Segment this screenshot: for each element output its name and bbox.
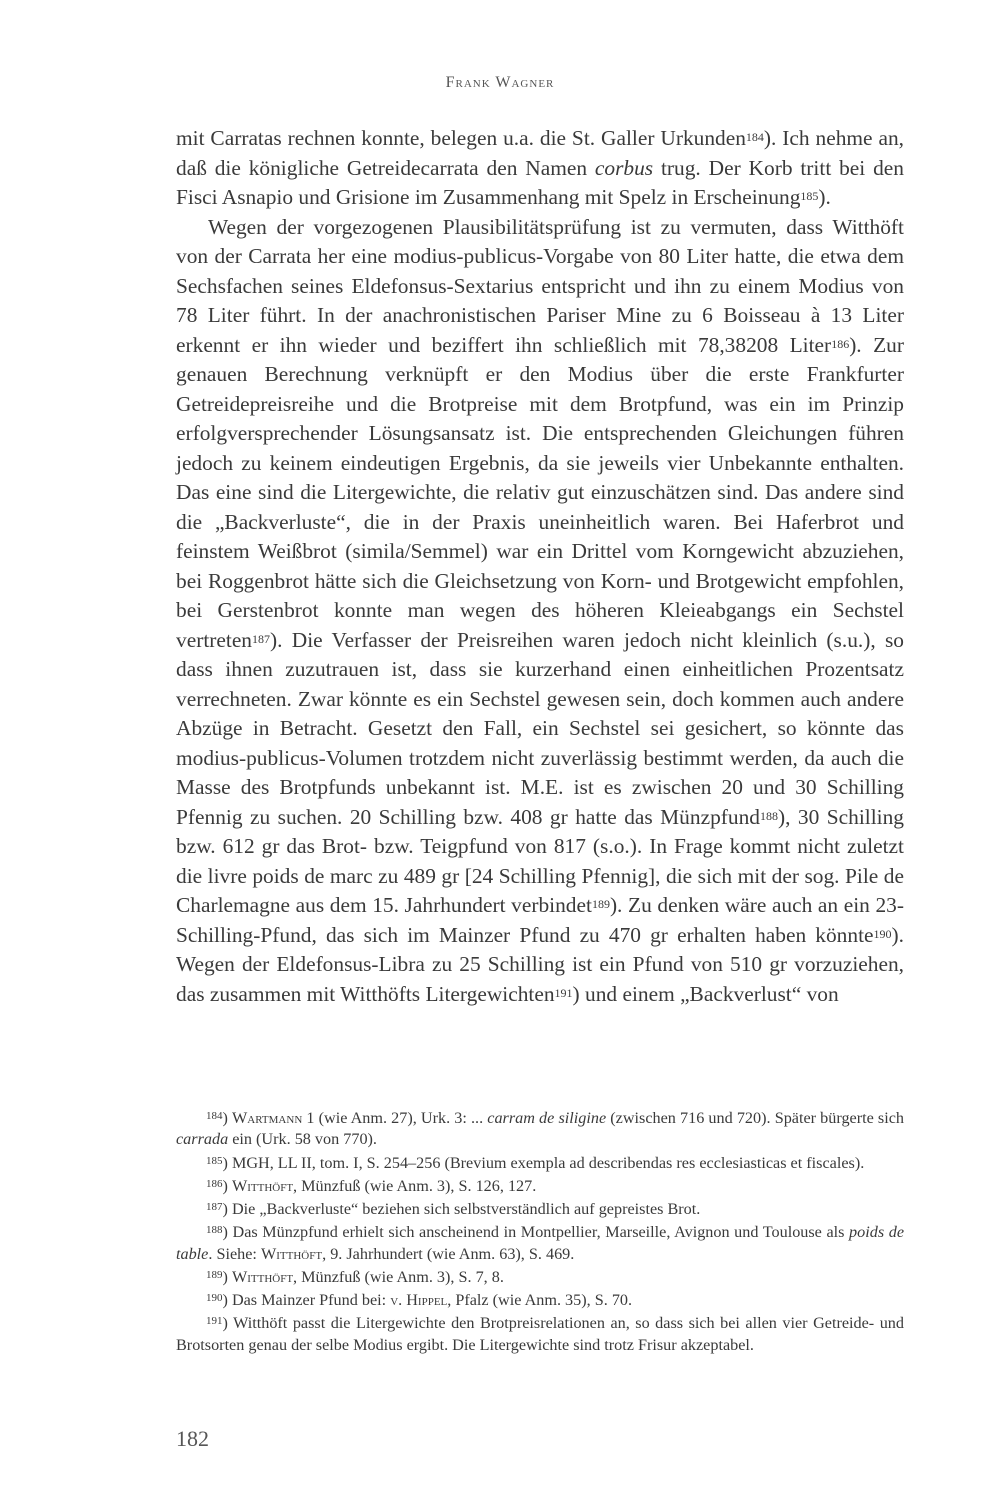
footnotes-section	[176, 1108, 904, 1358]
footnote-189: $^{189}$) Witthöft, Münzfuß (wie Anm. 3), S. 7, 8.	[206, 1267, 504, 1286]
author-name: v. Hippel	[390, 1291, 448, 1310]
footnote-ref-187[interactable]: 187	[252, 631, 271, 646]
footnote-text: 1 (wie Anm. 27), Urk. 3: ...	[302, 1109, 488, 1127]
footnote-text: , Pfalz (wie Anm. 35), S. 70.	[447, 1291, 633, 1310]
footnote-number: 191	[206, 1315, 223, 1328]
footnote-ref-190[interactable]: 190	[873, 926, 892, 941]
footnote-text: Witthöft passt die Litergewichte den Brotpreisrelationen an, so dass sich bei allen vier Getreide- und Brotsorten genau der selbe Modius ergibt. Die Litergewichte sind trotz Frisur akzeptabel.	[176, 1314, 904, 1354]
author-name: Wartmann	[232, 1109, 303, 1127]
footnote-ref-186[interactable]: 186	[831, 336, 850, 351]
footnote-184: $^{184}$) Wartmann 1 (wie Anm. 27), Urk. 3: ... carram de siligine (zwischen 716 und 720). Später bürgerte sich carrada ein (Urk. 58 von 770).	[176, 1109, 905, 1149]
footnote-ref-184[interactable]: 184	[745, 130, 764, 144]
footnote-190: $^{190}$) Das Mainzer Pfund bei: v. Hippel, Pfalz (wie Anm. 35), S. 70.	[206, 1291, 633, 1310]
italic-term: poids de table	[176, 1223, 905, 1263]
italic-term: carram de siligine	[487, 1109, 607, 1127]
main-text	[176, 124, 904, 1009]
paragraph-1	[176, 124, 904, 213]
footnote-number: 190	[206, 1292, 223, 1305]
footnote-text: ein (Urk. 58 von 770).	[228, 1130, 377, 1149]
text-segment: ). Zu denken wäre auch an ein 23-Schilling-Pfund, das sich im Mainzer Pfund zu 470 gr erhalten haben könnte	[176, 893, 904, 947]
text-segment: ), 30 Schilling bzw. 612 gr das Brot- bzw. Teigpfund von 817 (s.o.). In Frage kommt nicht zuletzt die livre poids de marc zu 489 gr [24 Schilling Pfennig], die sich mit der sog. Pile de Charlemagne aus dem 15. Jahrhundert verbindet	[176, 804, 904, 917]
footnote-text: , Münzfuß (wie Anm. 3), S. 126, 127.	[293, 1176, 537, 1195]
footnote-191: $^{191}$) Witthöft passt die Litergewichte den Brotpreisrelationen an, so dass sich bei allen vier Getreide- und Brotsorten genau der selbe Modius ergibt. Die Litergewichte sind trotz Frisur akzeptabel.	[176, 1314, 904, 1354]
footnote-text: Die „Backverluste“ beziehen sich selbstverständlich auf gepreistes Brot.	[231, 1200, 701, 1219]
footnote-text: , Münzfuß (wie Anm. 3), S. 7, 8.	[293, 1267, 504, 1286]
footnote-188: $^{188}$) Das Münzpfund erhielt sich anscheinend in Montpellier, Marseille, Avignon und Toulouse als poids de table. Siehe: Witthöft, 9. Jahrhundert (wie Anm. 63), S. 469.	[176, 1223, 905, 1263]
page-number: 182	[176, 1426, 209, 1451]
footnote-number: 185	[206, 1154, 223, 1167]
text-segment: trug. Der Korb tritt bei den Fisci Asnapio und Grisione im Zusammenhang mit Spelz in Erscheinung	[176, 155, 904, 209]
text-segment: ) und einem „Backverlust“ von	[572, 981, 839, 1006]
paragraph-2	[176, 213, 904, 1010]
text-segment: mit Carratas rechnen konnte, belegen u.a. die St. Galler Urkunden	[176, 126, 746, 150]
text-segment: ). Die Verfasser der Preisreihen waren jedoch nicht kleinlich (s.u.), so dass ihnen zuzutrauen ist, dass sie kurzerhand einen einheitlichen Prozentsatz verrechneten. Zwar könnte es ein Sechstel gewesen sein, doch kommen auch andere Abzüge in Betracht. Gesetzt den Fall, ein Sechstel sei gesichert, so könnte das modius-publicus-Volumen trotzdem nicht zuverlässig bestimmt werden, da auch die Masse des Brotpfunds unbekannt ist. M.E. ist es zwischen 20 und 30 Schilling Pfennig zu suchen. 20 Schilling bzw. 408 gr hatte das Münzpfund	[176, 627, 904, 829]
footnote-text: MGH, LL II, tom. I, S. 254–256 (Brevium exempla ad describendas res ecclesiasticas et fiscales).	[231, 1153, 865, 1172]
footnote-number: 187	[206, 1201, 223, 1214]
italic-term: corbus	[594, 155, 654, 180]
footnote-ref-191[interactable]: 191	[554, 985, 573, 1000]
running-head: Frank Wagner	[445, 74, 555, 91]
author-name: Witthöft	[260, 1244, 323, 1263]
footnote-186: $^{186}$) Witthöft, Münzfuß (wie Anm. 3), S. 126, 127.	[206, 1176, 537, 1195]
footnote-185: $^{185}$) MGH, LL II, tom. I, S. 254–256 (Brevium exempla ad describendas res ecclesiasticas et fiscales).	[206, 1153, 865, 1172]
footnote-number: 189	[206, 1268, 223, 1281]
text-segment: Wegen der vorgezogenen Plausibilitätsprüfung ist zu vermuten, dass Witthöft von der Carrata her eine modius-publicus-Vorgabe von 80 Liter hatte, die etwa dem Sechsfachen seines Eldefonsus-Sextarius entspricht und ihn zu einem Modius von 78 Liter führt. In der anachronistischen Pariser Mine zu 6 Boisseau à 13 Liter erkennt er ihn wieder und beziffert ihn schließlich mit 78,38208 Liter	[176, 214, 904, 357]
text-segment: ). Ich nehme an, daß die königliche Getreidecarrata den Namen	[176, 126, 904, 180]
footnote-number: 186	[206, 1177, 223, 1190]
footnote-ref-189[interactable]: 189	[591, 897, 610, 911]
footnote-number: 184	[206, 1110, 223, 1122]
footnote-text: . Siehe:	[208, 1244, 261, 1263]
italic-term: carrada	[176, 1130, 229, 1149]
author-name: Witthöft	[231, 1176, 294, 1195]
footnote-187: $^{187}$) Die „Backverluste“ beziehen sich selbstverständlich auf gepreistes Brot.	[206, 1200, 701, 1219]
text-segment: ). Zur genauen Berechnung verknüpft er den Modius über die erste Frankfurter Getreidepreisreihe und die Brotpreise mit dem Brotpfund, was ein im Prinzip erfolgversprechender Lösungsansatz ist. Die entsprechenden Gleichungen führen jedoch zu keinem eindeutigen Ergebnis, da sie jeweils vier Unbekannte enthalten. Das eine sind die Litergewichte, die relativ gut einzuschätzen sind. Das andere sind die „Backverluste“, die in der Praxis uneinheitlich waren. Bei Haferbrot und feinstem Weißbrot (simila/Semmel) war ein Drittel vom Korngewicht abzuziehen, bei Roggenbrot hätte sich die Gleichsetzung von Korn- und Brotgewicht empfohlen, bei Gerstenbrot konnte man wegen des höheren Kleieabgangs ein Sechstel vertreten	[176, 332, 904, 652]
footnote-text: (zwischen 716 und 720). Später bürgerte sich	[606, 1109, 905, 1127]
footnote-ref-188[interactable]: 188	[759, 808, 778, 823]
text-segment: ).	[818, 185, 831, 209]
footnote-ref-185[interactable]: 185	[800, 189, 819, 203]
footnote-number: 188	[206, 1224, 223, 1237]
author-name: Witthöft	[231, 1267, 294, 1286]
footnote-text: Das Münzpfund erhielt sich anscheinend in Montpellier, Marseille, Avignon und Toulouse als	[232, 1223, 850, 1242]
footnote-text: , 9. Jahrhundert (wie Anm. 63), S. 469.	[322, 1244, 575, 1263]
text-segment: ). Wegen der Eldefonsus-Libra zu 25 Schilling ist ein Pfund von 510 gr vorzuziehen, das zusammen mit Witthöfts Litergewichten	[176, 922, 904, 1006]
footnote-text: Das Mainzer Pfund bei:	[231, 1291, 391, 1310]
